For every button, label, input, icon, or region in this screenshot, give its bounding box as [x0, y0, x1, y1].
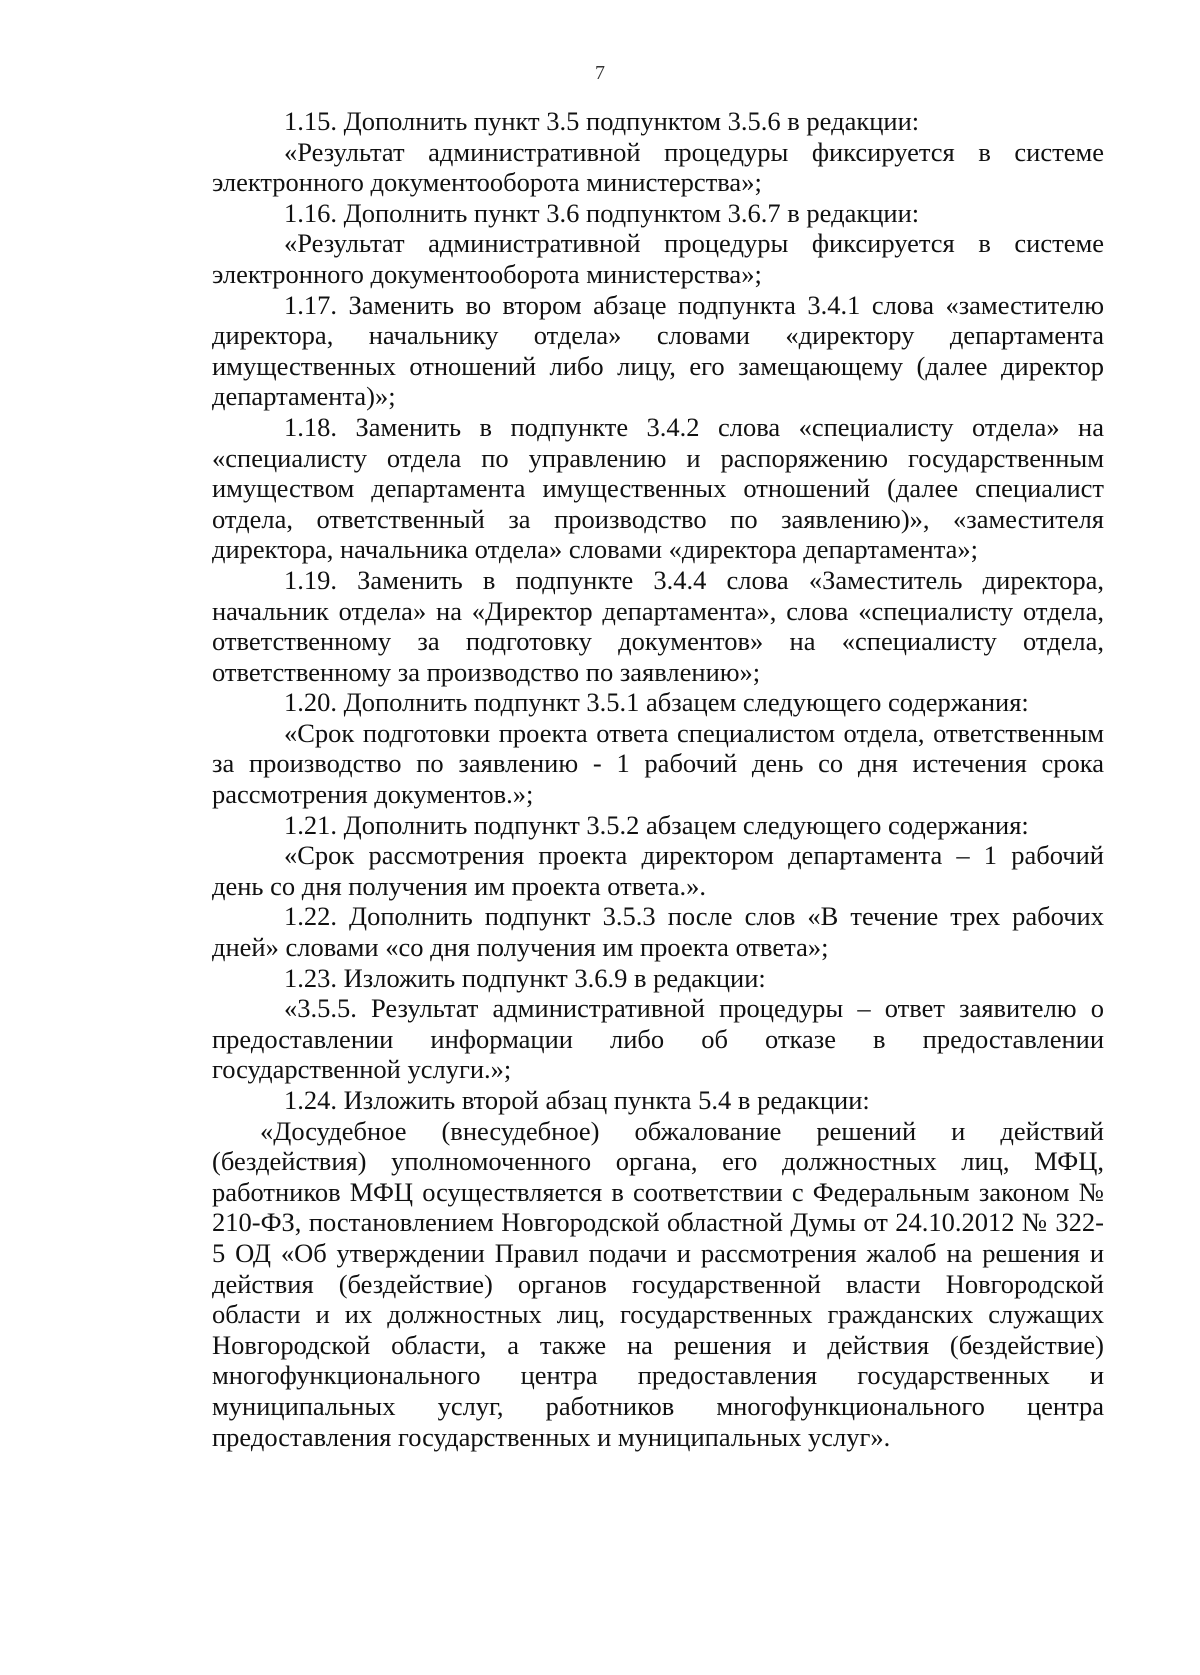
paragraph-1-21: 1.21. Дополнить подпункт 3.5.2 абзацем следующего содержания: [284, 809, 1029, 840]
paragraph-1-21-text: «Срок рассмотрения проекта директором департамента – 1 рабочий день со дня получения им проекта ответа.». [212, 840, 1104, 901]
paragraph-1-17: 1.17. Заменить во втором абзаце подпункта 3.4.1 слова «заместителю директора, начальнику отдела» словами «директору департамента имущественных отношений либо лицу, его замещающему (далее директор департамента)»; [212, 289, 1104, 412]
paragraph-1-16-text: «Результат административной процедуры фиксируется в системе электронного документооборота министерства»; [212, 228, 1104, 289]
paragraph-1-15-text: «Результат административной процедуры фиксируется в системе электронного документооборота министерства»; [212, 136, 1104, 198]
paragraph-1-24: 1.24. Изложить второй абзац пункта 5.4 в редакции: [284, 1085, 870, 1115]
paragraph-1-20: 1.20. Дополнить подпункт 3.5.1 абзацем следующего содержания: [284, 687, 1029, 718]
page-number: 7 [595, 62, 605, 84]
paragraph-1-20-text: «Срок подготовки проекта ответа специалистом отдела, ответственным за производство по заявлению - 1 рабочий день со дня истечения срока рассмотрения документов.»; [212, 717, 1104, 810]
paragraph-1-24-text: «Досудебное (внесудебное) обжалование решений и действий (бездействия) уполномоченного органа, его должностных лиц, МФЦ, работников МФЦ осуществляется в соответствии с Федеральным законом № 210-ФЗ, постановлением Новгородской областной Думы от 24.10.2012 № 322-5 ОД «Об утверждении Правил подачи и рассмотрения жалоб на решения и действия (бездействие) органов государственной власти Новгородской области и их должностных лиц, государственных гражданских служащих Новгородской области, а также на решения и действия (бездействие) многофункционального центра предоставления государственных и муниципальных услуг, работников многофункционального центра предоставления государственных и муниципальных услуг». [212, 1115, 1104, 1452]
document-body [212, 106, 1104, 1452]
paragraph-1-23: 1.23. Изложить подпункт 3.6.9 в редакции: [284, 962, 766, 993]
paragraph-1-18: 1.18. Заменить в подпункте 3.4.2 слова «специалисту отдела» на «специалисту отдела по управлению и распоряжению государственным имуществом департамента имущественных отношений (далее специалист отдела, ответственный за производство по заявлению)», «заместителя директора, начальника отдела» словами «директора департамента»; [212, 411, 1104, 565]
paragraph-1-16: 1.16. Дополнить пункт 3.6 подпунктом 3.6.7 в редакции: [284, 197, 920, 228]
paragraph-1-23-text: «3.5.5. Результат административной процедуры – ответ заявителю о предоставлении информации либо об отказе в предоставлении государственной услуги.»; [212, 993, 1104, 1085]
paragraph-1-15: 1.15. Дополнить пункт 3.5 подпунктом 3.5.6 в редакции: [284, 106, 920, 136]
paragraph-1-19: 1.19. Заменить в подпункте 3.4.4 слова «Заместитель директора, начальник отдела» на «Директор департамента», слова «специалисту отдела, ответственному за подготовку документов» на «специалисту отдела, ответственному за производство по заявлению»; [212, 564, 1104, 687]
paragraph-1-22: 1.22. Дополнить подпункт 3.5.3 после слов «В течение трех рабочих дней» словами «со дня получения им проекта ответа»; [212, 901, 1104, 963]
